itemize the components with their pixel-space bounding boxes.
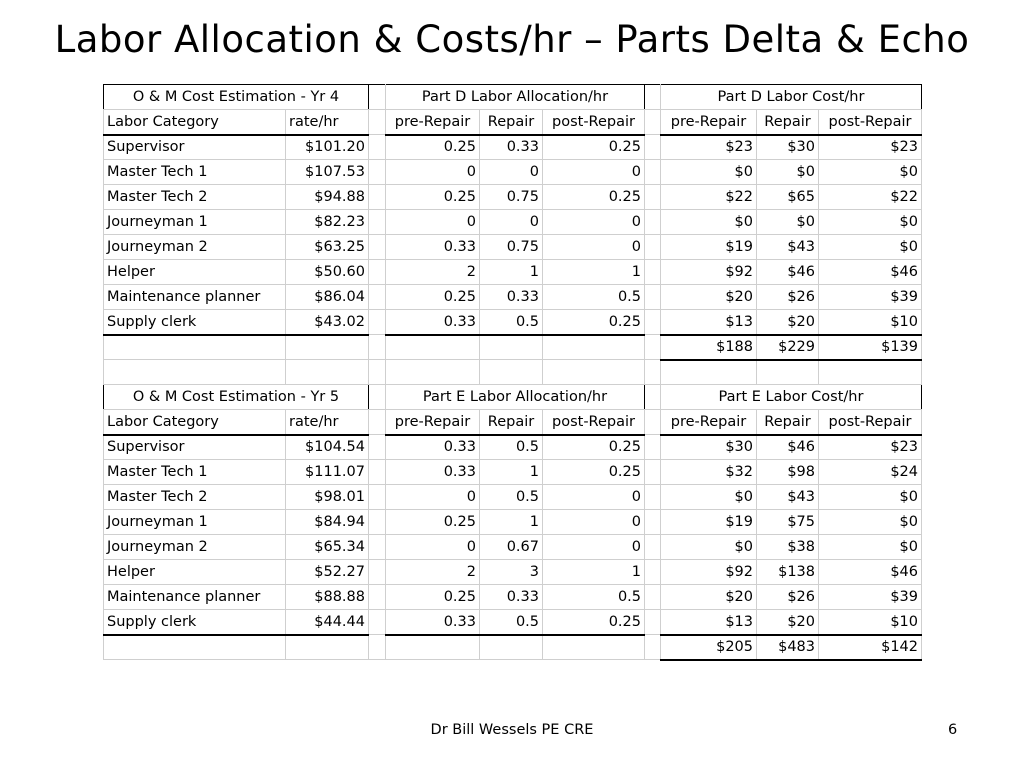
total-cell: $483 [757,635,819,660]
value-cell: $44.44 [286,610,369,635]
value-cell: $24 [819,460,922,485]
spacer-cell [645,85,661,110]
value-cell: $0 [819,210,922,235]
value-cell: 2 [386,560,480,585]
value-cell: $39 [819,285,922,310]
column-header: Repair [757,110,819,135]
spacer-cell [369,185,386,210]
column-header: Repair [480,110,543,135]
value-cell: $101.20 [286,135,369,160]
spacer-cell [369,310,386,335]
value-cell: $20 [661,285,757,310]
spacer-cell [645,310,661,335]
spacer-cell [369,585,386,610]
empty-cell [757,360,819,385]
spacer-cell [645,385,661,410]
value-cell: 0.33 [386,610,480,635]
value-cell: 0 [480,160,543,185]
spacer-cell [369,385,386,410]
empty-cell [104,635,286,660]
value-cell: 0.25 [386,585,480,610]
spacer-cell [645,260,661,285]
value-cell: 0.75 [480,235,543,260]
total-cell: $229 [757,335,819,360]
value-cell: $19 [661,235,757,260]
value-cell: $0 [819,510,922,535]
value-cell: $0 [757,160,819,185]
table-row [104,535,922,560]
spacer-cell [645,535,661,560]
value-cell: 0.25 [543,435,645,460]
value-cell: $20 [757,610,819,635]
value-cell: $50.60 [286,260,369,285]
spacer-cell [645,560,661,585]
empty-cell [286,360,369,385]
value-cell: 0.33 [480,135,543,160]
value-cell: $26 [757,285,819,310]
value-cell: $22 [661,185,757,210]
value-cell: $10 [819,310,922,335]
empty-cell [369,360,386,385]
column-header: post-Repair [543,110,645,135]
table-row [104,135,922,160]
spacer-cell [369,260,386,285]
value-cell: $104.54 [286,435,369,460]
empty-cell [480,360,543,385]
empty-cell [104,360,286,385]
value-cell: $0 [819,160,922,185]
value-cell: 0 [386,160,480,185]
labor-category-cell: Supply clerk [104,610,286,635]
blank-row [104,360,922,385]
value-cell: $0 [819,235,922,260]
labor-category-cell: Supervisor [104,435,286,460]
table-row [104,610,922,635]
value-cell: $13 [661,610,757,635]
value-cell: $26 [757,585,819,610]
labor-cost-spreadsheet [103,84,922,661]
labor-category-cell: Master Tech 2 [104,185,286,210]
column-header-row [104,410,922,435]
spacer-cell [369,510,386,535]
spacer-cell [645,610,661,635]
value-cell: $46 [819,260,922,285]
value-cell: $65 [757,185,819,210]
value-cell: 0.5 [480,310,543,335]
empty-cell [386,635,480,660]
value-cell: $10 [819,610,922,635]
value-cell: $46 [757,435,819,460]
column-header: Labor Category [104,410,286,435]
value-cell: $32 [661,460,757,485]
value-cell: $92 [661,260,757,285]
total-cell: $205 [661,635,757,660]
value-cell: 0 [543,535,645,560]
value-cell: $43 [757,485,819,510]
value-cell: $19 [661,510,757,535]
value-cell: $46 [819,560,922,585]
spacer-cell [369,485,386,510]
column-header: pre-Repair [386,410,480,435]
value-cell: $20 [757,310,819,335]
spacer-cell [645,185,661,210]
spacer-cell [645,410,661,435]
value-cell: $38 [757,535,819,560]
value-cell: $0 [661,485,757,510]
allocation-title: Part E Labor Allocation/hr [386,385,645,410]
spacer-cell [645,460,661,485]
spacer-cell [369,410,386,435]
labor-category-cell: Supervisor [104,135,286,160]
empty-cell [480,335,543,360]
spacer-cell [369,435,386,460]
value-cell: $94.88 [286,185,369,210]
spacer-cell [645,510,661,535]
total-cell: $142 [819,635,922,660]
value-cell: $75 [757,510,819,535]
value-cell: 0 [543,235,645,260]
value-cell: 1 [543,260,645,285]
value-cell: 1 [480,260,543,285]
value-cell: $88.88 [286,585,369,610]
value-cell: $0 [757,210,819,235]
value-cell: $13 [661,310,757,335]
value-cell: $0 [819,535,922,560]
spacer-cell [645,160,661,185]
spacer-cell [369,460,386,485]
value-cell: 0.33 [480,285,543,310]
table-row [104,160,922,185]
value-cell: 0.33 [386,310,480,335]
column-header: post-Repair [543,410,645,435]
value-cell: 1 [480,510,543,535]
table-row [104,510,922,535]
spacer-cell [369,285,386,310]
value-cell: $23 [819,135,922,160]
column-header: Labor Category [104,110,286,135]
total-cell: $139 [819,335,922,360]
empty-cell [661,360,757,385]
labor-category-cell: Master Tech 1 [104,460,286,485]
value-cell: $0 [661,210,757,235]
empty-cell [645,635,661,660]
value-cell: 0.25 [543,610,645,635]
table-row [104,185,922,210]
cost-title: Part E Labor Cost/hr [661,385,922,410]
value-cell: 0 [386,210,480,235]
labor-category-cell: Maintenance planner [104,585,286,610]
value-cell: $107.53 [286,160,369,185]
spacer-cell [645,235,661,260]
table-row [104,435,922,460]
value-cell: $30 [661,435,757,460]
slide-title: Labor Allocation & Costs/hr – Parts Delta & Echo [54,18,970,61]
block-title-row [104,385,922,410]
value-cell: 0.25 [386,285,480,310]
value-cell: 0 [543,160,645,185]
spacer-cell [369,235,386,260]
value-cell: $86.04 [286,285,369,310]
value-cell: 0 [543,210,645,235]
spacer-cell [369,85,386,110]
value-cell: 0.25 [543,460,645,485]
column-header: rate/hr [286,410,369,435]
value-cell: $98 [757,460,819,485]
value-cell: $138 [757,560,819,585]
value-cell: $39 [819,585,922,610]
spacer-cell [645,285,661,310]
value-cell: 0.25 [386,135,480,160]
value-cell: 0.75 [480,185,543,210]
table-row [104,310,922,335]
empty-cell [543,635,645,660]
spacer-cell [645,210,661,235]
table-row [104,260,922,285]
spacer-cell [369,110,386,135]
labor-category-cell: Helper [104,560,286,585]
value-cell: $0 [661,535,757,560]
labor-category-cell: Journeyman 2 [104,235,286,260]
table-row [104,560,922,585]
value-cell: $82.23 [286,210,369,235]
totals-row [104,635,922,660]
value-cell: 0.5 [543,285,645,310]
value-cell: 0.67 [480,535,543,560]
value-cell: $20 [661,585,757,610]
footer-author: Dr Bill Wessels PE CRE [430,722,594,738]
spacer-cell [645,135,661,160]
value-cell: $0 [661,160,757,185]
empty-cell [543,335,645,360]
value-cell: $22 [819,185,922,210]
value-cell: 2 [386,260,480,285]
block-title-row [104,85,922,110]
value-cell: 0.33 [386,435,480,460]
value-cell: 3 [480,560,543,585]
value-cell: 0.5 [543,585,645,610]
value-cell: 0 [386,485,480,510]
table-row [104,485,922,510]
spacer-cell [369,160,386,185]
spacer-cell [645,110,661,135]
value-cell: 0.33 [386,235,480,260]
value-cell: $111.07 [286,460,369,485]
value-cell: 0.25 [386,185,480,210]
column-header: post-Repair [819,410,922,435]
value-cell: $63.25 [286,235,369,260]
value-cell: 0.25 [543,310,645,335]
labor-category-cell: Journeyman 1 [104,210,286,235]
value-cell: $43.02 [286,310,369,335]
page-number: 6 [948,722,958,738]
value-cell: $0 [819,485,922,510]
column-header: pre-Repair [386,110,480,135]
spacer-cell [369,135,386,160]
table-row [104,285,922,310]
value-cell: $43 [757,235,819,260]
empty-cell [369,335,386,360]
column-header: Repair [480,410,543,435]
spreadsheet-body [104,85,922,660]
column-header-row [104,110,922,135]
labor-category-cell: Master Tech 2 [104,485,286,510]
column-header: pre-Repair [661,410,757,435]
empty-cell [104,335,286,360]
value-cell: 0.25 [543,135,645,160]
estimation-title: O & M Cost Estimation - Yr 5 [104,385,369,410]
column-header: Repair [757,410,819,435]
column-header: post-Repair [819,110,922,135]
value-cell: 0 [386,535,480,560]
spacer-cell [369,535,386,560]
value-cell: 0.5 [480,435,543,460]
spacer-cell [369,210,386,235]
value-cell: $98.01 [286,485,369,510]
value-cell: 0 [480,210,543,235]
labor-category-cell: Journeyman 2 [104,535,286,560]
value-cell: 1 [543,560,645,585]
value-cell: $65.34 [286,535,369,560]
value-cell: $52.27 [286,560,369,585]
value-cell: 0.33 [480,585,543,610]
empty-cell [645,335,661,360]
empty-cell [369,635,386,660]
value-cell: $46 [757,260,819,285]
total-cell: $188 [661,335,757,360]
labor-category-cell: Maintenance planner [104,285,286,310]
value-cell: $23 [819,435,922,460]
labor-category-cell: Master Tech 1 [104,160,286,185]
value-cell: 0.33 [386,460,480,485]
value-cell: 0 [543,485,645,510]
empty-cell [286,635,369,660]
cost-title: Part D Labor Cost/hr [661,85,922,110]
value-cell: 0 [543,510,645,535]
spacer-cell [645,485,661,510]
labor-category-cell: Supply clerk [104,310,286,335]
table-row [104,460,922,485]
column-header: pre-Repair [661,110,757,135]
value-cell: 0.25 [386,510,480,535]
empty-cell [286,335,369,360]
spacer-cell [369,560,386,585]
allocation-title: Part D Labor Allocation/hr [386,85,645,110]
value-cell: 0.5 [480,485,543,510]
column-header: rate/hr [286,110,369,135]
value-cell: $84.94 [286,510,369,535]
labor-category-cell: Journeyman 1 [104,510,286,535]
table-row [104,210,922,235]
value-cell: 1 [480,460,543,485]
totals-row [104,335,922,360]
spacer-cell [645,435,661,460]
spacer-cell [645,585,661,610]
empty-cell [543,360,645,385]
value-cell: $92 [661,560,757,585]
table-row [104,585,922,610]
spacer-cell [369,610,386,635]
empty-cell [819,360,922,385]
empty-cell [386,360,480,385]
empty-cell [645,360,661,385]
value-cell: $30 [757,135,819,160]
empty-cell [386,335,480,360]
value-cell: 0.25 [543,185,645,210]
value-cell: $23 [661,135,757,160]
estimation-title: O & M Cost Estimation - Yr 4 [104,85,369,110]
empty-cell [480,635,543,660]
value-cell: 0.5 [480,610,543,635]
labor-category-cell: Helper [104,260,286,285]
table-row [104,235,922,260]
